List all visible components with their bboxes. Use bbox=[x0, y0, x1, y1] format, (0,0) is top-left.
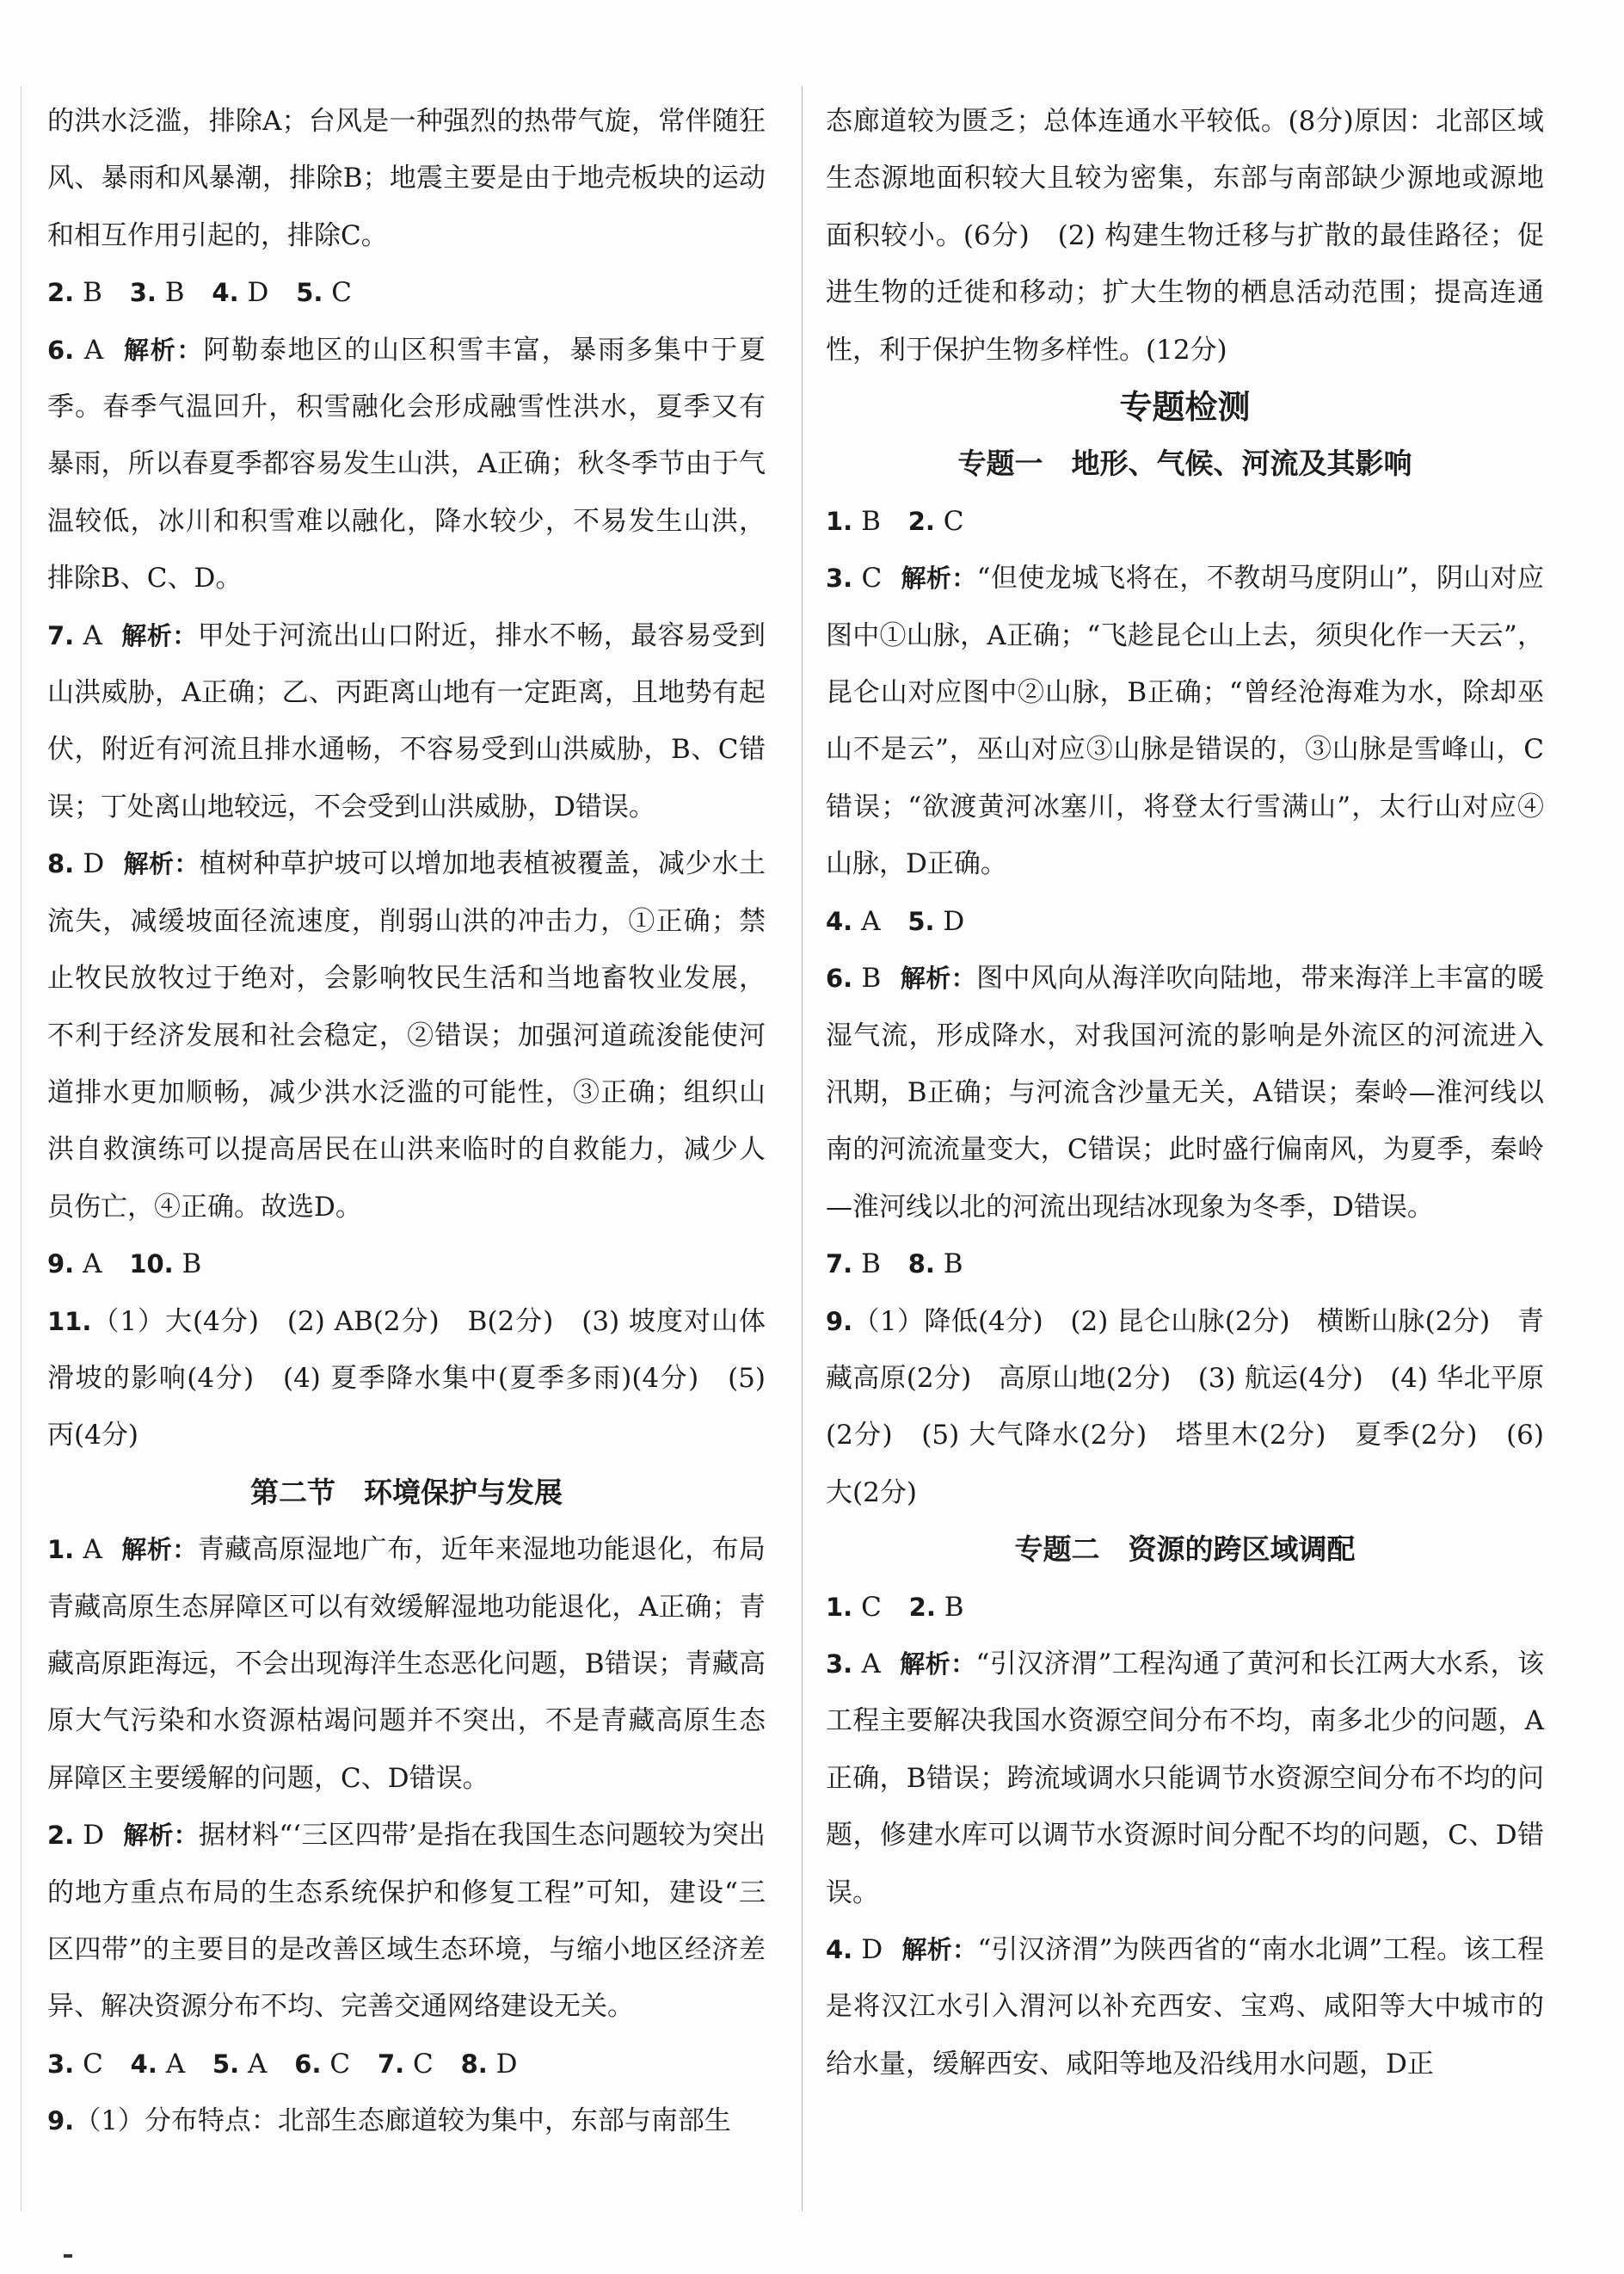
explanation-label: 解析： bbox=[899, 1648, 976, 1679]
explanation-label: 解析： bbox=[123, 1821, 199, 1851]
q-answer: C bbox=[331, 277, 352, 309]
continued-paragraph: 态廊道较为匮乏；总体连通水平较低。(8分)原因：北部区域生态源地面积较大且较为密集，东部与南部缺少源地或源地面积较小。(6分) (2) 构建生物迁移与扩散的最佳路径；促进生物的迁徙和移动；扩大生物的栖息活动范围；提高连通性，利于保护生物多样性。(12分) bbox=[826, 106, 1544, 366]
explanation-text: “但使龙城飞将在，不教胡马度阴山”，阴山对应图中①山脉，A正确；“飞趁昆仑山上去，须臾化作一天云”，昆仑山对应图中②山脉，B正确；“曾经沧海难为水，除却巫山不是云”，巫山对应③山脉是错误的，③山脉是雪峰山，C错误；“欲渡黄河冰塞川，将登太行雪满山”，太行山对应④山脉，D正确。 bbox=[826, 563, 1544, 880]
q-answer: C bbox=[329, 2048, 351, 2080]
q-number: 6. bbox=[294, 2049, 322, 2079]
q-number: 2. bbox=[908, 1592, 936, 1622]
q-answer: D bbox=[83, 1820, 105, 1852]
answer-text: （1）分布特点：北部生态廊道较为集中，东部与南部生 bbox=[74, 2105, 731, 2137]
explanation-label: 解析： bbox=[901, 1935, 978, 1964]
q-number: 4. bbox=[826, 1935, 853, 1964]
explanation-text: 据材料“‘三区四带’是指在我国生态问题较为突出的地方重点布局的生态系统保护和修复工程”可知，建设“三区四带”的主要目的是改善区域生态环境，与缩小地区经济差异、解决资源分布不均、完善交通网络建设无关。 bbox=[47, 1820, 766, 2023]
q-answer: B bbox=[181, 1248, 202, 1280]
explanation-t1q3 bbox=[826, 550, 1544, 892]
explanation-label: 解析： bbox=[122, 335, 204, 365]
q-number: 10. bbox=[129, 1249, 174, 1279]
q-number: 3. bbox=[826, 1648, 853, 1679]
explanation-s1 bbox=[47, 1521, 766, 1807]
q-number: 2. bbox=[907, 506, 935, 536]
right-column bbox=[826, 93, 1544, 2092]
continued-paragraph: 的洪水泛滥，排除A；台风是一种强烈的热带气旋，常伴随狂风、暴雨和风暴潮，排除B；地震主要是由于地壳板块的运动和相互作用引起的，排除C。 bbox=[47, 106, 766, 251]
q-number: 1. bbox=[47, 1535, 75, 1565]
explanation-text: 植树种草护坡可以增加地表植被覆盖，减少水土流失，减缓坡面径流速度，削弱山洪的冲击力，①正确；禁止牧民放牧过于绝对，会影响牧民生活和当地畜牧业发展，不利于经济发展和社会稳定，②错误；加强河道疏浚能使河道排水更加顺畅，减少洪水泛滥的可能性，③正确；组织山洪自救演练可以提高居民在山洪来临时的自救能力，减少人员伤亡，④正确。故选D。 bbox=[47, 848, 766, 1223]
q-answer: A bbox=[861, 1648, 881, 1679]
q-answer: B bbox=[83, 277, 102, 309]
q-number: 4. bbox=[130, 2049, 157, 2079]
explanation-label: 解析： bbox=[900, 964, 977, 994]
answer-row-2-5 bbox=[47, 264, 766, 321]
explanation-text: “引汉济渭”工程沟通了黄河和长江两大水系，该工程主要解决我国水资源空间分布不均，南多北少的问题，A正确，B错误；跨流域调水只能调节水资源空间分布不均的问题，修建水库可以调节水资源时间分配不均的问题，C、D错误。 bbox=[826, 1648, 1544, 1908]
q-number: 7. bbox=[377, 2049, 405, 2079]
explanation-label: 解析： bbox=[120, 620, 198, 650]
q-answer: C bbox=[83, 2048, 103, 2080]
q-number: 11. bbox=[47, 1306, 92, 1336]
left-margin-rule bbox=[21, 86, 22, 2211]
q-number: 3. bbox=[47, 2049, 75, 2079]
answer-row-t2-1-2 bbox=[826, 1579, 1544, 1636]
q-answer: A bbox=[83, 1248, 102, 1280]
topic-title: 专题二 资源的跨区域调配 bbox=[1014, 1532, 1356, 1567]
q-answer: C bbox=[861, 563, 883, 595]
q-number: 3. bbox=[826, 564, 853, 594]
q-number: 7. bbox=[826, 1249, 853, 1279]
q-number: 6. bbox=[826, 964, 853, 994]
q-number: 5. bbox=[212, 2049, 240, 2079]
answer-row-3-8 bbox=[47, 2036, 766, 2092]
q-answer: D bbox=[247, 277, 269, 309]
topic-title: 专题一 地形、气候、河流及其影响 bbox=[957, 447, 1412, 481]
q-number: 4. bbox=[212, 278, 239, 308]
q-number: 9. bbox=[826, 1306, 853, 1336]
q-number: 6. bbox=[47, 335, 75, 365]
q-answer: A bbox=[861, 905, 881, 937]
q-answer: B bbox=[164, 277, 185, 309]
q-number: 2. bbox=[47, 1821, 75, 1851]
explanation-t1q6 bbox=[826, 950, 1544, 1236]
answer-t1q9 bbox=[826, 1293, 1544, 1522]
answer-text: （1）大(4分) (2) AB(2分) B(2分) (3) 坡度对山体滑坡的影响(4分) (4) 夏季降水集中(夏季多雨)(4分) (5) 丙(4分) bbox=[47, 1305, 766, 1451]
explanation-t2q3 bbox=[826, 1636, 1544, 1921]
q-number: 3. bbox=[129, 278, 157, 308]
q-number: 9. bbox=[47, 2106, 75, 2136]
q-number: 1. bbox=[826, 1592, 853, 1622]
answer-row-9-10 bbox=[47, 1236, 766, 1292]
q-number: 5. bbox=[296, 278, 323, 308]
q-answer: A bbox=[83, 1534, 102, 1566]
answer-text: （1）降低(4分) (2) 昆仑山脉(2分) 横断山脉(2分) 青藏高原(2分) 高原山地(2分) (3) 航运(4分) (4) 华北平原(2分) (5) 大气降水(2分) 塔里木(2分) 夏季(2分) (6) 大(2分) bbox=[826, 1305, 1544, 1508]
explanation-text: 阿勒泰地区的山区积雪丰富，暴雨多集中于夏季。春季气温回升，积雪融化会形成融雪性洪水，夏季又有暴雨，所以春夏季都容易发生山洪，A正确；秋冬季节由于气温较低，冰川和积雪难以融化，降水较少，不易发生山洪，排除B、C、D。 bbox=[47, 334, 766, 595]
q-answer: A bbox=[83, 619, 102, 651]
explanation-label: 解析： bbox=[120, 1535, 198, 1565]
page-footer-mark bbox=[64, 2254, 72, 2258]
q-answer: B bbox=[943, 1248, 963, 1280]
answer-s9 bbox=[47, 2092, 766, 2149]
explanation-s2 bbox=[47, 1807, 766, 2036]
section-title: 第二节 环境保护与发展 bbox=[250, 1475, 563, 1509]
answer-11 bbox=[47, 1293, 766, 1464]
q-number: 2. bbox=[47, 278, 75, 308]
q-number: 7. bbox=[47, 620, 75, 650]
q-answer: A bbox=[248, 2048, 268, 2080]
q-answer: C bbox=[413, 2048, 434, 2080]
answer-row-7-8 bbox=[826, 1236, 1544, 1292]
explanation-8 bbox=[47, 835, 766, 1236]
q-number: 8. bbox=[47, 849, 75, 879]
explanation-text: “引汉济渭”为陕西省的“南水北调”工程。该工程是将汉江水引入渭河以补充西安、宝鸡、咸阳等大中城市的给水量，缓解西安、咸阳等地及沿线用水问题，D正 bbox=[826, 1934, 1544, 2080]
q-answer: B bbox=[861, 1248, 881, 1280]
chapter-title: 专题检测 bbox=[1119, 388, 1251, 427]
explanation-label: 解析： bbox=[901, 564, 977, 594]
q-number: 8. bbox=[460, 2049, 488, 2079]
explanation-t2q4 bbox=[826, 1921, 1544, 2092]
q-number: 8. bbox=[907, 1249, 935, 1279]
q-number: 5. bbox=[907, 906, 935, 936]
q-answer: D bbox=[943, 905, 965, 937]
explanation-text: 甲处于河流出山口附近，排水不畅，最容易受到山洪威胁，A正确；乙、丙距离山地有一定距离，且地势有起伏，附近有河流且排水通畅，不容易受到山洪威胁，B、C错误；丁处离山地较远，不会受到山洪威胁，D错误。 bbox=[47, 619, 766, 823]
q-answer: B bbox=[861, 963, 882, 995]
q-answer: D bbox=[83, 848, 105, 880]
answer-row-4-5 bbox=[826, 893, 1544, 950]
q-answer: A bbox=[83, 334, 104, 366]
explanation-6 bbox=[47, 322, 766, 607]
q-number: 9. bbox=[47, 1249, 75, 1279]
q-answer: C bbox=[861, 1591, 882, 1623]
explanation-text: 图中风向从海洋吹向陆地，带来海洋上丰富的暖湿气流，形成降水，对我国河流的影响是外流区的河流进入汛期，B正确；与河流含沙量无关，A错误；秦岭—淮河线以南的河流流量变大，C错误；此时盛行偏南风，为夏季，秦岭—淮河线以北的河流出现结冰现象为冬季，D错误。 bbox=[826, 963, 1545, 1223]
q-number: 1. bbox=[826, 506, 853, 536]
q-number: 4. bbox=[826, 906, 853, 936]
q-answer: A bbox=[165, 2048, 186, 2080]
explanation-text: 青藏高原湿地广布，近年来湿地功能退化，布局青藏高原生态屏障区可以有效缓解湿地功能退化，A正确；青藏高原距海远，不会出现海洋生态恶化问题，B错误；青藏高原大气污染和水资源枯竭问题并不突出，不是青藏高原生态屏障区主要缓解的问题，C、D错误。 bbox=[47, 1534, 766, 1794]
column-divider bbox=[802, 86, 803, 2211]
q-answer: D bbox=[861, 1934, 883, 1965]
explanation-7 bbox=[47, 607, 766, 836]
q-answer: B bbox=[944, 1591, 964, 1623]
explanation-label: 解析： bbox=[123, 849, 200, 879]
q-answer: B bbox=[861, 505, 881, 537]
left-column bbox=[47, 93, 766, 2150]
answer-row-1-2 bbox=[826, 493, 1544, 550]
q-answer: D bbox=[495, 2048, 518, 2080]
q-answer: C bbox=[943, 505, 964, 537]
